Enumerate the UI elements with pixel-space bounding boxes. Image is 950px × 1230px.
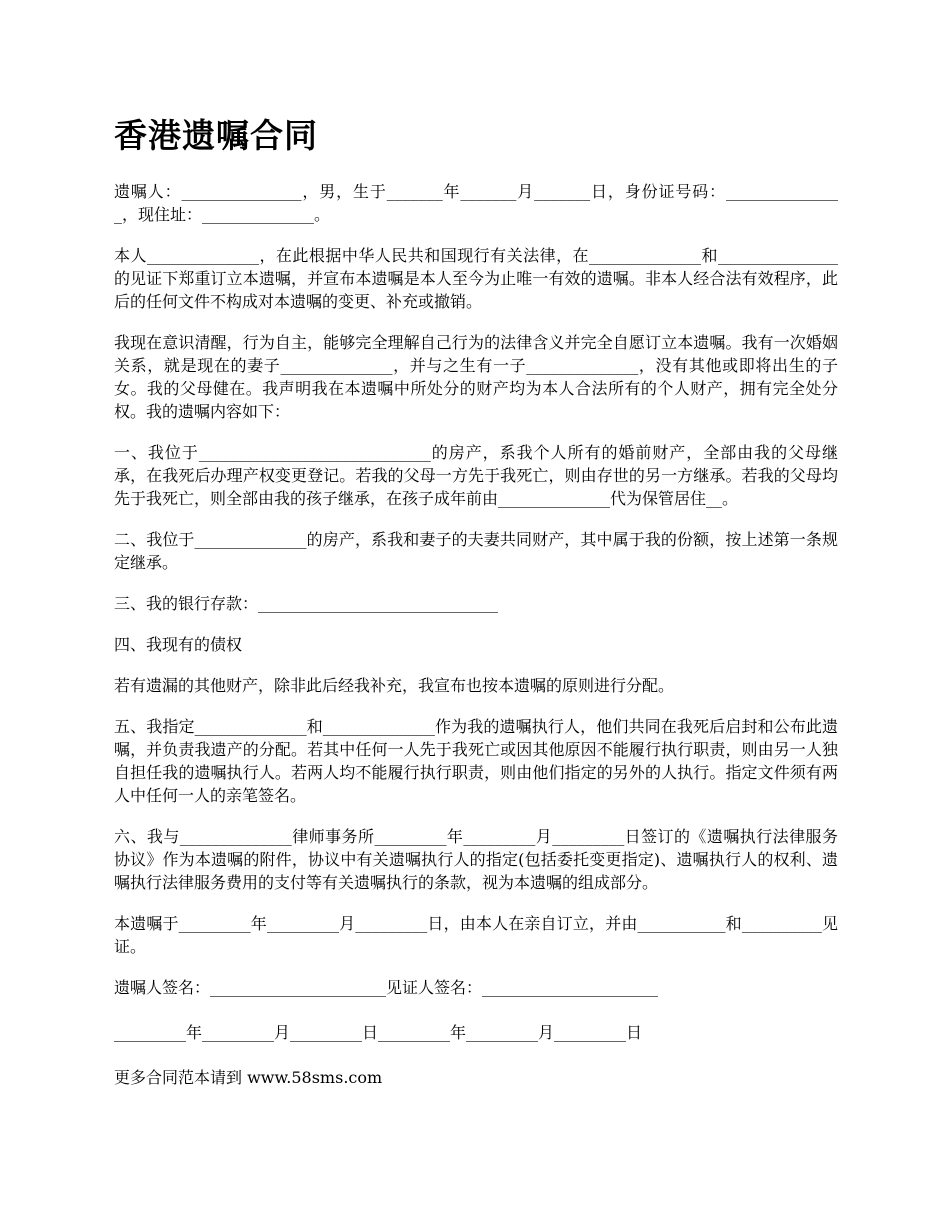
document-page (114, 112, 838, 1089)
document-title: 香港遗嘱合同 (114, 116, 318, 155)
clause-3-paragraph: 三、我的银行存款：______________________________ (114, 594, 499, 613)
other-property-paragraph: 若有遗漏的其他财产，除非此后经我补充，我宣布也按本遗嘱的原则进行分配。 (114, 676, 675, 695)
clause-2-paragraph: 二、我位于______________的房产，系我和妻子的夫妻共同财产，其中属于我的份额，按上述第一条规定继承。 (114, 530, 838, 572)
testator-info-paragraph: 遗嘱人：_______________，男，生于_______年_______月_______日，身份证号码：_______________，现住址：______________。 (114, 182, 838, 224)
footer-note: 更多合同范本请到 www.58sms.com (114, 1068, 383, 1087)
statement-paragraph: 我现在意识清醒，行为自主，能够完全理解自己行为的法律含义并完全自愿订立本遗嘱。我有一次婚姻关系，就是现在的妻子______________，并与之生有一子______________，没有其他或即将出生的子女。我的父母健在。我声明我在本遗嘱中所处分的财产均为本人合法所有的个人财产，拥有完全处分权。我的遗嘱内容如下： (114, 333, 838, 421)
clause-1-paragraph: 一、我位于_____________________________的房产，系我个人所有的婚前财产，全部由我的父母继承，在我死后办理产权变更登记。若我的父母一方先于我死亡，则由存世的另一方继承。若我的父母均先于我死亡，则全部由我的孩子继承，在孩子成年前由______________代为保管居住__。 (114, 443, 838, 508)
clause-5-paragraph: 五、我指定______________和______________作为我的遗嘱执行人，他们共同在我死后启封和公布此遗嘱，并负责我遗产的分配。若其中任何一人先于我死亡或因其他原因不能履行执行职责，则由另一人独自担任我的遗嘱执行人。若两人均不能履行执行职责，则由他们指定的另外的人执行。指定文件须有两人中任何一人的亲笔签名。 (114, 717, 838, 805)
clause-6-paragraph: 六、我与______________律师事务所_________年_________月_________日签订的《遗嘱执行法律服务协议》作为本遗嘱的附件，协议中有关遗嘱执行人的指定(包括委托变更指定)、遗嘱执行人的权利、遗嘱执行法律服务费用的支付等有关遗嘱执行的条款，视为本遗嘱的组成部分。 (114, 827, 838, 892)
declaration-paragraph: 本人______________，在此根据中华人民共和国现行有关法律，在______________和_______________的见证下郑重订立本遗嘱，并宣布本遗嘱是本人至今为止唯一有效的遗嘱。非本人经合法有效程序，此后的任何文件不构成对本遗嘱的变更、补充或撤销。 (114, 246, 838, 311)
clause-4-paragraph: 四、我现有的债权 (114, 635, 243, 654)
execution-date-paragraph: 本遗嘱于_________年_________月_________日，由本人在亲自订立，并由___________和__________见证。 (114, 914, 838, 956)
signature-date-line: _________年_________月_________日_________年_________月_________日 (114, 1023, 643, 1042)
signature-line: 遗嘱人签名：______________________见证人签名：______________________ (114, 978, 659, 997)
